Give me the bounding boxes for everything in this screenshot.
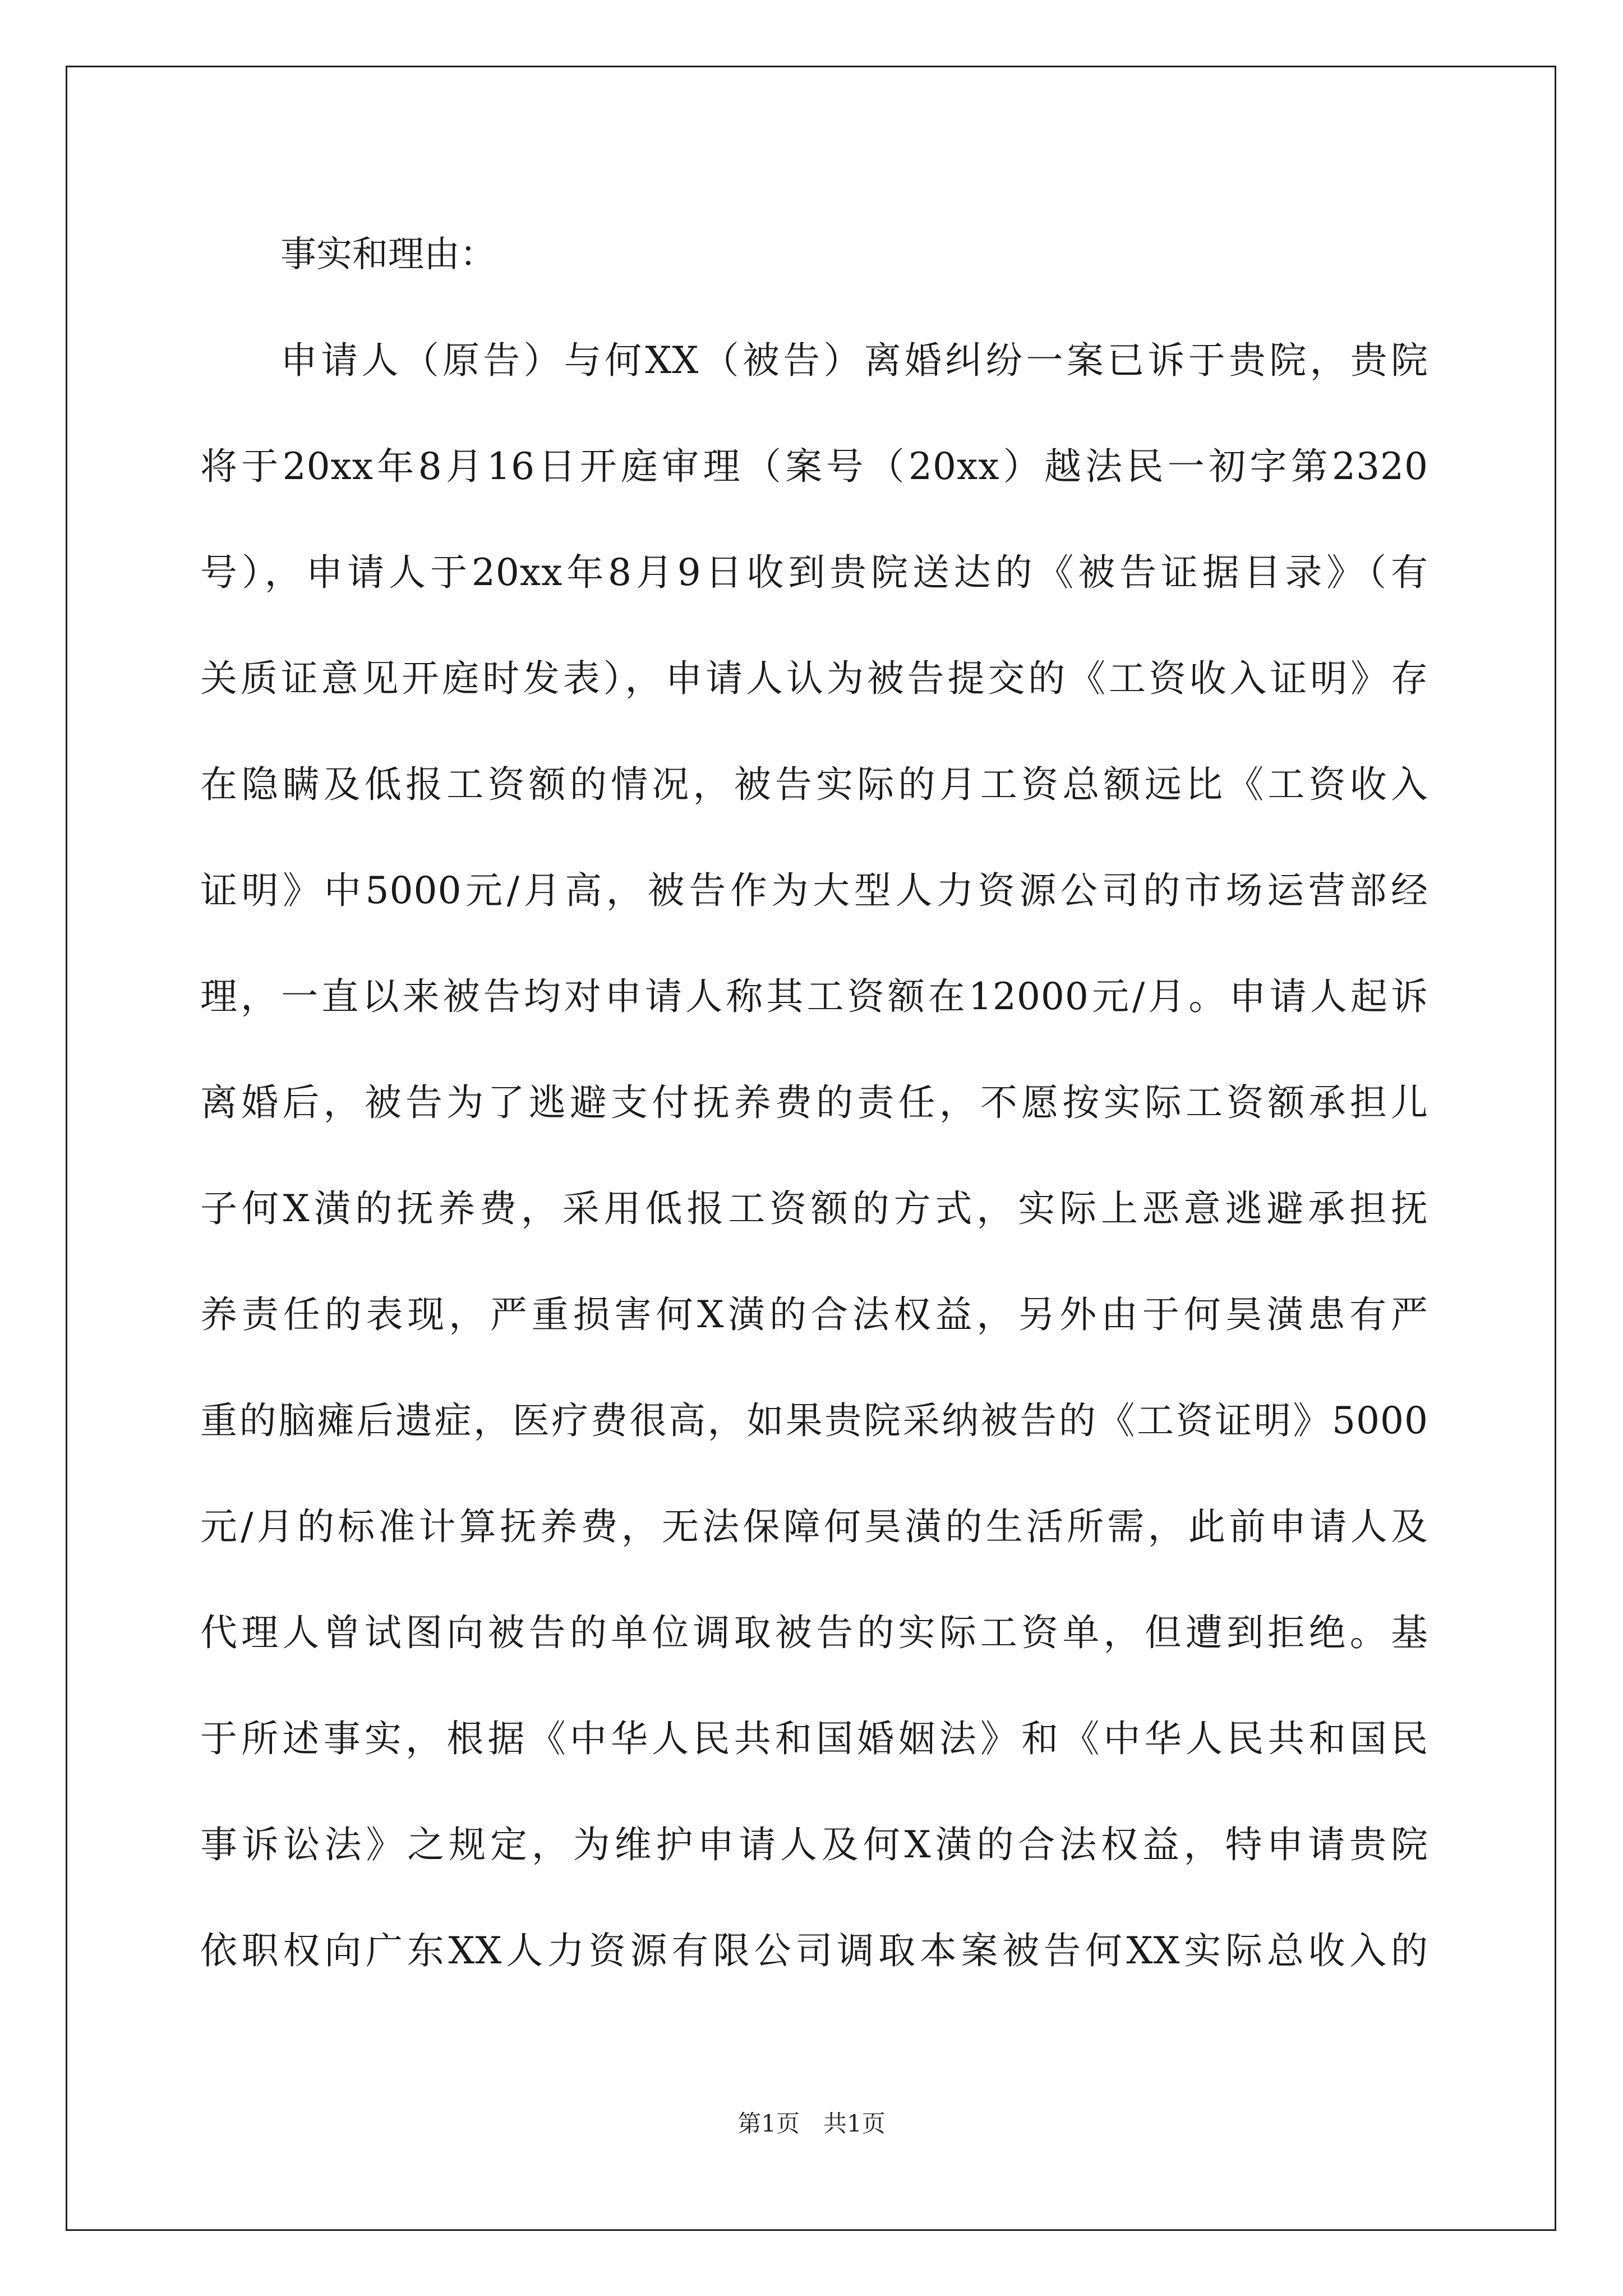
text-line: 号），申请人于20xx年8月9日收到贵院送达的《被告证据目录》（有	[200, 551, 1428, 594]
body-text	[200, 334, 1428, 2030]
text-line: 事诉讼法》之规定，为维护申请人及何X潢的合法权益，特申请贵院	[200, 1823, 1428, 1866]
text-line: 证明》中5000元/月高，被告作为大型人力资源公司的市场运营部经	[200, 869, 1428, 912]
text-line: 代理人曾试图向被告的单位调取被告的实际工资单，但遭到拒绝。基	[200, 1611, 1428, 1654]
text-line: 关质证意见开庭时发表），申请人认为被告提交的《工资收入证明》存	[200, 657, 1428, 700]
text-line: 在隐瞒及低报工资额的情况，被告实际的月工资总额远比《工资收入	[200, 763, 1428, 806]
text-line: 依职权向广东XX人力资源有限公司调取本案被告何XX实际总收入的	[200, 1929, 1428, 1972]
text-line: 离婚后，被告为了逃避支付抚养费的责任，不愿按实际工资额承担儿	[200, 1081, 1428, 1124]
page-number: 第1页 共1页	[737, 2110, 886, 2137]
text-line: 子何X潢的抚养费，采用低报工资额的方式，实际上恶意逃避承担抚	[200, 1187, 1428, 1230]
text-line: 重的脑瘫后遗症，医疗费很高，如果贵院采纳被告的《工资证明》5000	[200, 1399, 1428, 1442]
text-line: 理，一直以来被告均对申请人称其工资额在12000元/月。申请人起诉	[200, 975, 1428, 1018]
text-line: 于所述事实，根据《中华人民共和国婚姻法》和《中华人民共和国民	[200, 1717, 1428, 1760]
text-line: 元/月的标准计算抚养费，无法保障何昊潢的生活所需，此前申请人及	[200, 1505, 1428, 1548]
text-line: 养责任的表现，严重损害何X潢的合法权益，另外由于何昊潢患有严	[200, 1293, 1428, 1336]
section-heading: 事实和理由：	[280, 234, 496, 275]
text-line: 申请人（原告）与何XX（被告）离婚纠纷一案已诉于贵院，贵院	[280, 339, 1428, 382]
text-line: 将于20xx年8月16日开庭审理（案号（20xx）越法民一初字第2320	[200, 445, 1428, 488]
